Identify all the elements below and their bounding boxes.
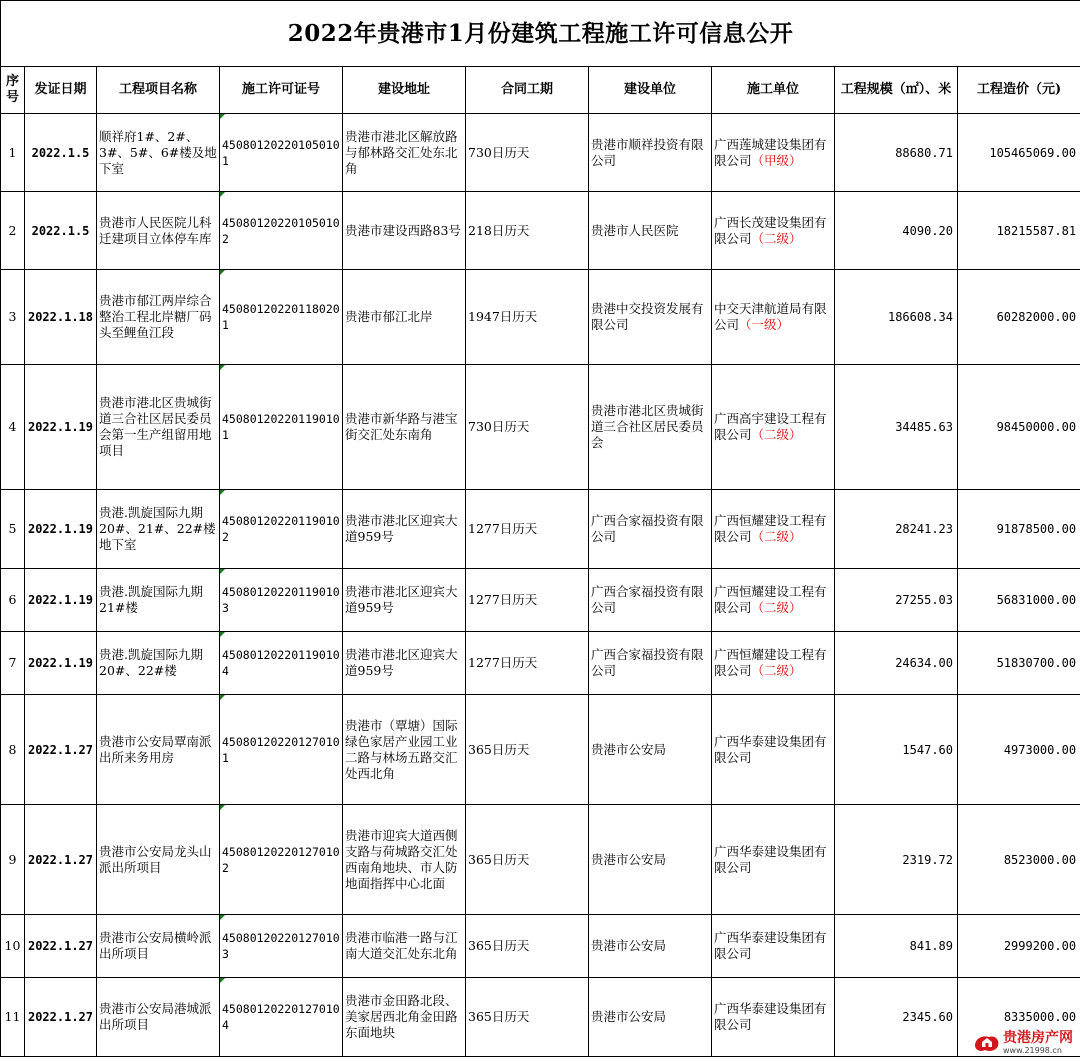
project-scale-cell [835, 490, 958, 569]
project-name-cell [97, 270, 220, 365]
issue-date-cell [25, 270, 97, 365]
build-address-cell [343, 490, 466, 569]
watermark-name: 贵港房产网 [1003, 1030, 1073, 1046]
issue-date-cell [25, 192, 97, 270]
project-name-cell [97, 114, 220, 192]
project-name: 贵港市公安局龙头山派出所项目 [99, 843, 212, 875]
build-address: 贵港市建设西路83号 [345, 222, 461, 238]
owner-unit: 广西合家福投资有限公司 [591, 513, 704, 544]
issue-date: 2022.1.27 [27, 939, 94, 953]
row-index-cell [1, 270, 25, 365]
qualification-grade: （二级） [751, 427, 802, 442]
builder-unit: 广西莲城建设集团有限公司 [714, 136, 827, 168]
col-header-builder: 施工单位 [712, 67, 835, 114]
row-index: 3 [8, 309, 17, 324]
builder-unit-cell [712, 270, 835, 365]
project-cost-cell [958, 270, 1080, 365]
project-name: 贵港市人民医院儿科迁建项目立体停车库 [99, 214, 212, 246]
col-header-owner: 建设单位 [589, 67, 712, 114]
issue-date: 2022.1.19 [27, 656, 94, 670]
project-cost: 91878500.00 [996, 522, 1077, 536]
row-index: 9 [8, 851, 17, 867]
permit-number-cell [220, 270, 343, 365]
permit-number: 450801202201190101 [222, 412, 340, 442]
project-name-cell [97, 569, 220, 632]
build-address: 贵港市金田路北段、美家居西北角金田路东面地块 [345, 993, 458, 1040]
build-address-cell [343, 114, 466, 192]
builder-unit-cell [712, 490, 835, 569]
build-address: 贵港市郁江北岸 [345, 309, 433, 324]
project-name-cell [97, 632, 220, 695]
contract-period-cell [466, 978, 589, 1057]
project-scale-cell [835, 569, 958, 632]
row-index-cell [1, 569, 25, 632]
project-name: 顺祥府1#、2#、3#、5#、6#楼及地下室 [99, 128, 217, 176]
page-title: 2022年贵港市1月份建筑工程施工许可信息公开 [1, 1, 1080, 67]
qualification-grade: （甲级） [751, 152, 802, 168]
row-index-cell [1, 114, 25, 192]
build-address: 贵港市港北区解放路与郁林路交汇处东北角 [345, 128, 458, 176]
row-index: 7 [8, 655, 17, 670]
issue-date: 2022.1.5 [31, 145, 90, 160]
issue-date: 2022.1.19 [27, 420, 94, 434]
build-address-cell [343, 192, 466, 270]
issue-date-cell [25, 695, 97, 805]
contract-period-cell [466, 490, 589, 569]
permit-number: 450801202201190102 [222, 514, 340, 544]
contract-period-cell [466, 192, 589, 270]
project-name-cell [97, 490, 220, 569]
build-address-cell [343, 978, 466, 1057]
owner-unit-cell [589, 365, 712, 490]
col-header-scale: 工程规模（㎡）、米 [835, 67, 958, 114]
contract-period: 365日历天 [468, 938, 530, 953]
col-header-period: 合同工期 [466, 67, 589, 114]
permit-number-cell [220, 695, 343, 805]
owner-unit: 广西合家福投资有限公司 [591, 647, 704, 678]
project-name: 贵港市公安局横岭派出所项目 [99, 930, 212, 961]
owner-unit-cell [589, 915, 712, 978]
contract-period: 1277日历天 [468, 655, 538, 670]
contract-period: 365日历天 [468, 1009, 530, 1024]
col-header-cost: 工程造价（元) [958, 67, 1080, 114]
contract-period: 730日历天 [468, 144, 530, 160]
table-row [1, 114, 1080, 192]
watermark-url: www.21998.cn [1003, 1046, 1062, 1055]
contract-period: 365日历天 [468, 851, 530, 867]
builder-unit: 广西恒耀建设工程有限公司 [714, 647, 827, 678]
row-index-cell [1, 978, 25, 1057]
project-scale: 841.89 [909, 939, 953, 953]
issue-date-cell [25, 978, 97, 1057]
row-index: 6 [8, 592, 17, 607]
permit-number-cell [220, 114, 343, 192]
table-row [1, 632, 1080, 695]
issue-date: 2022.1.5 [31, 223, 90, 238]
contract-period: 1947日历天 [468, 309, 538, 324]
table-row [1, 695, 1080, 805]
project-scale: 1547.60 [902, 742, 953, 757]
builder-unit-cell [712, 192, 835, 270]
row-index: 11 [4, 1009, 21, 1024]
owner-unit-cell [589, 695, 712, 805]
permit-number-cell [220, 490, 343, 569]
row-index-cell [1, 192, 25, 270]
issue-date-cell [25, 365, 97, 490]
project-cost: 98450000.00 [996, 420, 1077, 434]
project-scale: 186608.34 [887, 310, 953, 324]
project-scale-cell [835, 805, 958, 915]
col-header-permit: 施工许可证号 [220, 67, 343, 114]
col-header-idx: 序号 [1, 67, 25, 114]
qualification-grade: （二级） [751, 600, 802, 615]
contract-period-cell [466, 114, 589, 192]
project-scale-cell [835, 632, 958, 695]
qualification-grade: （一级） [739, 317, 790, 332]
project-scale: 27255.03 [895, 593, 953, 607]
contract-period-cell [466, 695, 589, 805]
permit-number: 450801202201180201 [222, 302, 340, 332]
issue-date-cell [25, 569, 97, 632]
contract-period: 218日历天 [468, 222, 530, 238]
build-address-cell [343, 915, 466, 978]
project-name-cell [97, 805, 220, 915]
builder-unit-cell [712, 632, 835, 695]
build-address: 贵港市港北区迎宾大道959号 [345, 584, 458, 615]
col-header-name: 工程项目名称 [97, 67, 220, 114]
owner-unit: 贵港市公安局 [591, 938, 667, 953]
project-cost-cell [958, 490, 1080, 569]
project-scale-cell [835, 978, 958, 1057]
project-name-cell [97, 695, 220, 805]
permit-number-cell [220, 915, 343, 978]
project-name-cell [97, 192, 220, 270]
project-cost: 60282000.00 [996, 310, 1077, 324]
project-cost: 8523000.00 [1003, 852, 1077, 867]
qualification-grade: （二级） [751, 230, 802, 246]
builder-unit-cell [712, 915, 835, 978]
build-address-cell [343, 632, 466, 695]
contract-period: 365日历天 [468, 741, 530, 757]
table-row [1, 192, 1080, 270]
project-name-cell [97, 915, 220, 978]
project-cost-cell [958, 695, 1080, 805]
permit-number-cell [220, 805, 343, 915]
permit-number: 450801202201190103 [222, 585, 340, 615]
permit-number: 450801202201270101 [222, 734, 340, 765]
builder-unit: 广西恒耀建设工程有限公司 [714, 584, 827, 615]
project-cost-cell [958, 915, 1080, 978]
builder-unit-cell [712, 365, 835, 490]
row-index: 5 [8, 521, 17, 536]
build-address-cell [343, 270, 466, 365]
permit-number-cell [220, 192, 343, 270]
project-cost: 8335000.00 [1003, 1010, 1077, 1024]
owner-unit-cell [589, 978, 712, 1057]
owner-unit: 贵港市公安局 [591, 1009, 667, 1024]
row-index-cell [1, 632, 25, 695]
project-name-cell [97, 365, 220, 490]
owner-unit-cell [589, 569, 712, 632]
table-row [1, 569, 1080, 632]
issue-date: 2022.1.27 [27, 852, 94, 867]
builder-unit: 广西华泰建设集团有限公司 [714, 1001, 827, 1032]
table-row [1, 978, 1080, 1057]
issue-date-cell [25, 632, 97, 695]
project-cost-cell [958, 365, 1080, 490]
col-header-address: 建设地址 [343, 67, 466, 114]
build-address: 贵港市港北区迎宾大道959号 [345, 513, 458, 544]
project-name: 贵港.凯旋国际九期20#、22#楼 [99, 647, 203, 678]
build-address-cell [343, 695, 466, 805]
permit-number-cell [220, 978, 343, 1057]
row-index: 2 [8, 222, 17, 238]
project-cost: 4973000.00 [1003, 742, 1077, 757]
project-scale-cell [835, 192, 958, 270]
issue-date: 2022.1.18 [27, 310, 94, 324]
table-row [1, 365, 1080, 490]
owner-unit-cell [589, 114, 712, 192]
project-scale-cell [835, 114, 958, 192]
project-name: 贵港市郁江两岸综合整治工程北岸糖厂码头至鲤鱼江段 [99, 293, 212, 340]
project-cost: 2999200.00 [1003, 939, 1077, 953]
project-scale: 2345.60 [902, 1010, 953, 1024]
build-address: 贵港市临港一路与江南大道交汇处东北角 [345, 930, 458, 961]
issue-date: 2022.1.19 [27, 593, 94, 607]
build-address: 贵港市港北区迎宾大道959号 [345, 647, 458, 678]
contract-period: 730日历天 [468, 419, 530, 434]
project-scale-cell [835, 915, 958, 978]
project-scale-cell [835, 365, 958, 490]
contract-period-cell [466, 569, 589, 632]
owner-unit-cell [589, 490, 712, 569]
project-cost: 105465069.00 [989, 145, 1077, 160]
project-name: 贵港市港北区贵城街道三合社区居民委员会第一生产组留用地项目 [99, 395, 212, 458]
builder-unit-cell [712, 978, 835, 1057]
contract-period-cell [466, 632, 589, 695]
permit-number: 450801202201050101 [222, 137, 340, 168]
table-row [1, 915, 1080, 978]
table-row [1, 490, 1080, 569]
project-cost-cell [958, 632, 1080, 695]
issue-date-cell [25, 805, 97, 915]
project-scale: 34485.63 [895, 420, 953, 434]
contract-period-cell [466, 805, 589, 915]
row-index: 1 [8, 144, 17, 160]
builder-unit: 广西恒耀建设工程有限公司 [714, 513, 827, 544]
qualification-grade: （二级） [751, 663, 802, 678]
row-index: 8 [8, 741, 17, 757]
build-address-cell [343, 569, 466, 632]
project-scale: 24634.00 [895, 656, 953, 670]
owner-unit: 贵港市人民医院 [591, 222, 679, 238]
project-name: 贵港.凯旋国际九期21#楼 [99, 584, 203, 615]
project-scale: 28241.23 [895, 522, 953, 536]
col-header-date: 发证日期 [25, 67, 97, 114]
owner-unit: 贵港市顺祥投资有限公司 [591, 136, 704, 168]
project-name-cell [97, 978, 220, 1057]
project-cost: 18215587.81 [996, 223, 1077, 238]
builder-unit-cell [712, 695, 835, 805]
permit-number: 450801202201270103 [222, 931, 340, 961]
builder-unit: 广西华泰建设集团有限公司 [714, 733, 827, 765]
qualification-grade: （二级） [751, 529, 802, 544]
row-index-cell [1, 805, 25, 915]
issue-date-cell [25, 114, 97, 192]
project-cost: 56831000.00 [996, 593, 1077, 607]
row-index: 10 [4, 938, 21, 953]
project-cost-cell [958, 114, 1080, 192]
table-row [1, 805, 1080, 915]
permit-number: 450801202201190104 [222, 648, 340, 678]
owner-unit: 贵港市公安局 [591, 851, 667, 867]
build-address: 贵港市新华路与港宝街交汇处东南角 [345, 411, 458, 442]
row-index-cell [1, 365, 25, 490]
builder-unit-cell [712, 805, 835, 915]
contract-period-cell [466, 365, 589, 490]
project-scale: 88680.71 [895, 145, 953, 160]
builder-unit: 广西华泰建设集团有限公司 [714, 930, 827, 961]
owner-unit: 广西合家福投资有限公司 [591, 584, 704, 615]
permit-number: 450801202201270102 [222, 844, 340, 875]
issue-date: 2022.1.19 [27, 522, 94, 536]
site-logo-icon [973, 1032, 1001, 1054]
contract-period-cell [466, 915, 589, 978]
owner-unit: 贵港市公安局 [591, 741, 667, 757]
issue-date-cell [25, 915, 97, 978]
permit-number-cell [220, 569, 343, 632]
table-row [1, 270, 1080, 365]
owner-unit-cell [589, 192, 712, 270]
project-scale: 4090.20 [902, 223, 953, 238]
row-index-cell [1, 915, 25, 978]
project-scale-cell [835, 695, 958, 805]
project-name: 贵港市公安局覃南派出所来务用房 [99, 733, 212, 765]
project-cost-cell [958, 805, 1080, 915]
project-scale: 2319.72 [902, 852, 953, 867]
owner-unit-cell [589, 805, 712, 915]
build-address: 贵港市迎宾大道西侧支路与荷城路交汇处西南角地块、市人防地面指挥中心北面 [345, 827, 458, 891]
build-address-cell [343, 365, 466, 490]
project-cost-cell [958, 192, 1080, 270]
build-address-cell [343, 805, 466, 915]
permit-number-cell [220, 632, 343, 695]
owner-unit: 贵港中交投资发展有限公司 [591, 301, 704, 332]
builder-unit: 广西华泰建设集团有限公司 [714, 843, 827, 875]
project-cost: 51830700.00 [996, 656, 1077, 670]
contract-period: 1277日历天 [468, 521, 538, 536]
builder-unit-cell [712, 569, 835, 632]
row-index-cell [1, 490, 25, 569]
row-index: 4 [8, 419, 17, 434]
contract-period: 1277日历天 [468, 592, 538, 607]
builder-unit-cell [712, 114, 835, 192]
builder-unit: 广西长茂建设集团有限公司 [714, 214, 827, 246]
project-scale-cell [835, 270, 958, 365]
permit-number: 450801202201270104 [222, 1002, 340, 1032]
issue-date: 2022.1.27 [27, 1010, 94, 1024]
permit-number: 450801202201050102 [222, 215, 340, 246]
owner-unit-cell [589, 632, 712, 695]
builder-unit: 中交天津航道局有限公司 [714, 301, 827, 332]
issue-date: 2022.1.27 [27, 742, 94, 757]
build-address: 贵港市（覃塘）国际绿色家居产业园工业二路与林场五路交汇处西北角 [345, 717, 458, 781]
project-cost-cell [958, 569, 1080, 632]
row-index-cell [1, 695, 25, 805]
project-name: 贵港.凯旋国际九期20#、21#、22#楼地下室 [99, 505, 216, 552]
project-name: 贵港市公安局港城派出所项目 [99, 1001, 212, 1032]
builder-unit: 广西高宇建设工程有限公司 [714, 411, 827, 442]
owner-unit-cell [589, 270, 712, 365]
issue-date-cell [25, 490, 97, 569]
header-row [1, 67, 1080, 114]
owner-unit: 贵港市港北区贵城街道三合社区居民委员会 [591, 403, 704, 450]
contract-period-cell [466, 270, 589, 365]
permit-number-cell [220, 365, 343, 490]
watermark [970, 1030, 1076, 1056]
